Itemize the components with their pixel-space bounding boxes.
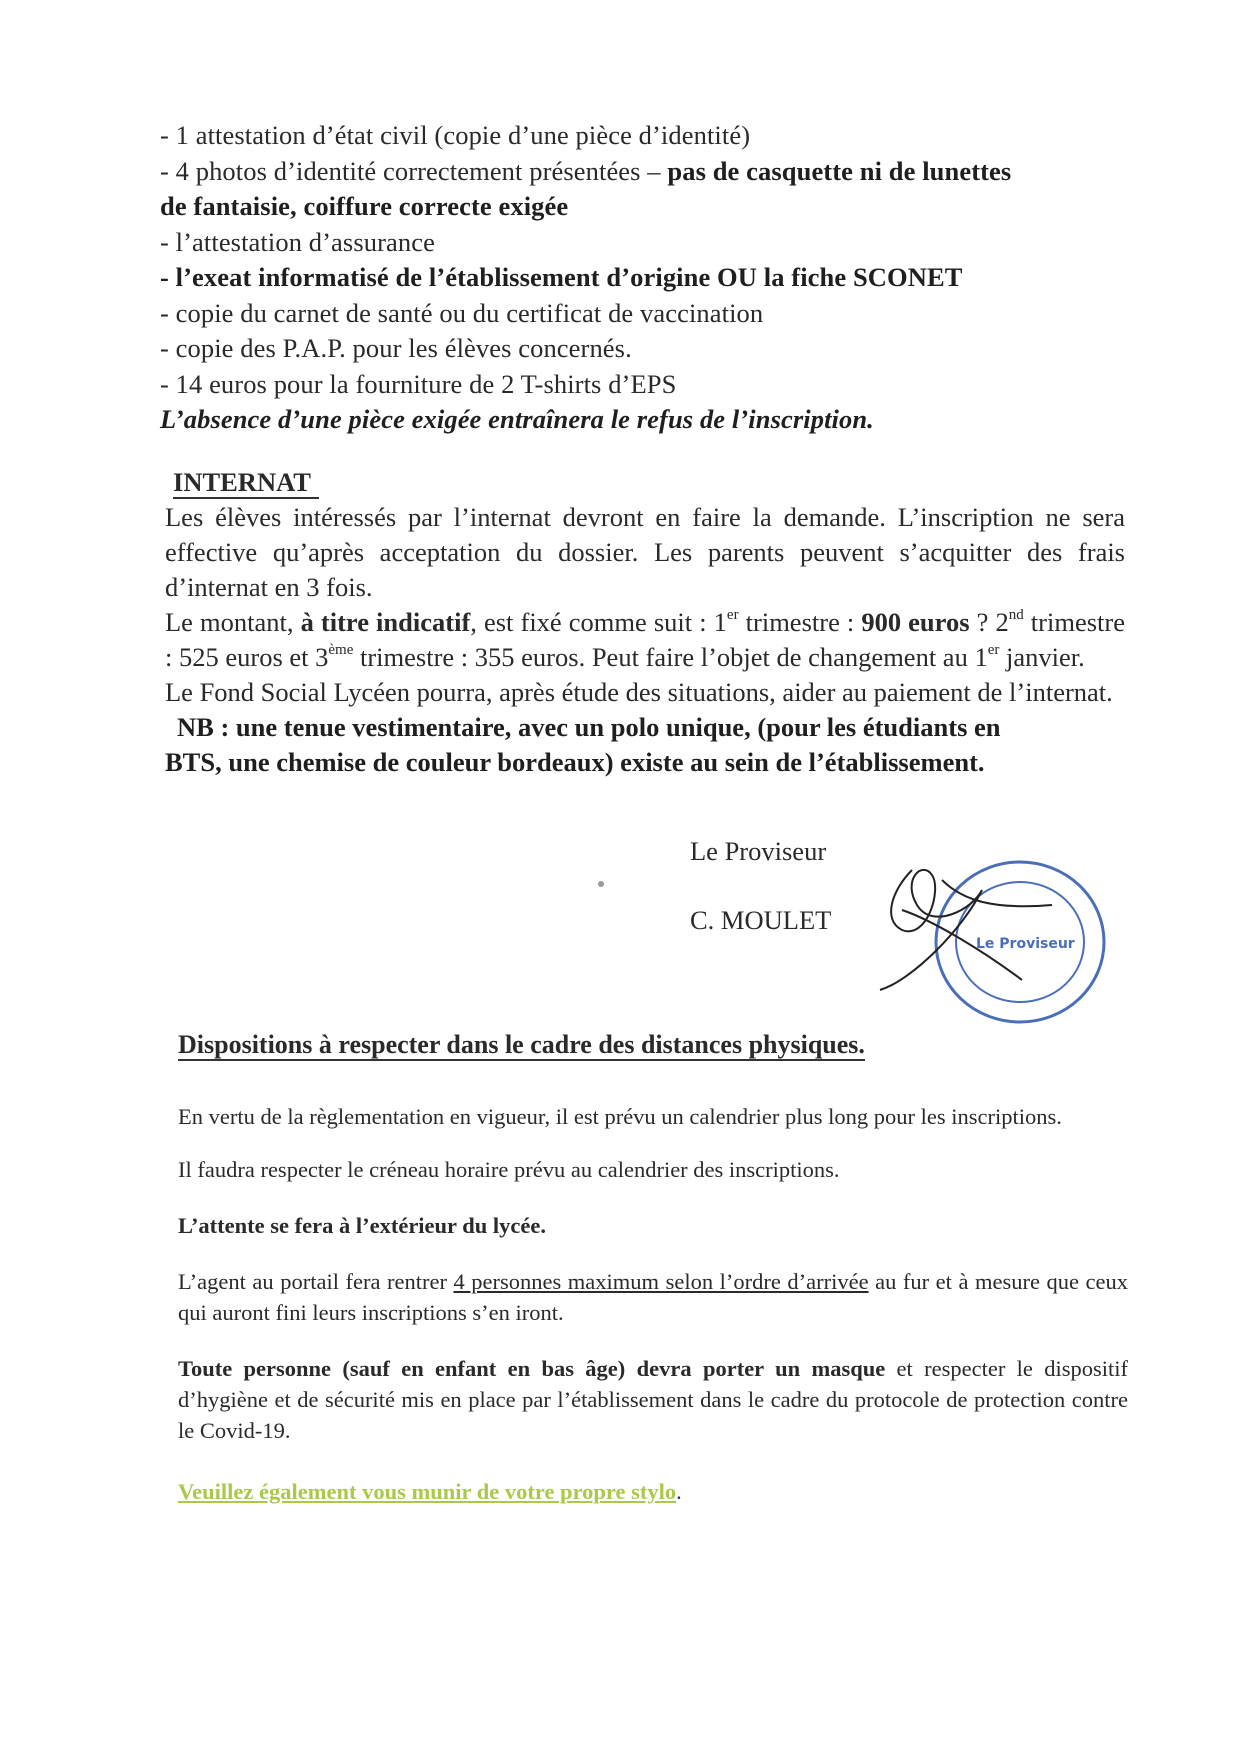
internat-nb-line2: BTS, une chemise de couleur bordeaux) existe au sein de l’établissement.: [165, 747, 985, 777]
internat-paragraph: Les élèves intéressés par l’internat devront en faire la demande. L’inscription ne sera effective qu’après acceptation du dossier. Les parents peuvent s’acquitter des frais d’internat en 3 fois.: [165, 502, 1125, 602]
list-item: - 4 photos d’identité correctement présentées – pas de casquette ni de lunettes: [160, 155, 1012, 186]
internat-section: [165, 465, 1125, 780]
signature-title: Le Proviseur: [690, 836, 827, 866]
internat-heading-wrap: [165, 465, 1125, 500]
dispositions-paragraph: Il faudra respecter le créneau horaire prévu au calendrier des inscriptions.: [178, 1157, 840, 1182]
list-item: - l’exeat informatisé de l’établissement d’origine OU la fiche SCONET: [160, 262, 963, 292]
scan-speck: [598, 881, 604, 887]
list-item-continuation: de fantaisie, coiffure correcte exigée: [160, 191, 569, 221]
signature-name: C. MOULET: [690, 905, 832, 935]
list-item: - 14 euros pour la fourniture de 2 T-shirts d’EPS: [160, 368, 677, 399]
stamp-label: Le Proviseur: [976, 936, 1075, 952]
internat-heading: INTERNAT: [173, 467, 319, 499]
dispositions-title: Dispositions à respecter dans le cadre des distances physiques.: [178, 1030, 865, 1059]
list-item: - l’attestation d’assurance: [160, 226, 435, 257]
dispositions-section: [178, 1030, 1128, 1507]
list-item: - copie des P.A.P. pour les élèves concernés.: [160, 333, 632, 363]
list-item: - 1 attestation d’état civil (copie d’une pièce d’identité): [160, 120, 751, 150]
dispositions-paragraph: En vertu de la règlementation en vigueur, il est prévu un calendrier plus long pour les inscriptions.: [178, 1104, 1062, 1129]
internat-nb-line1: NB : une tenue vestimentaire, avec un polo unique, (pour les étudiants en: [177, 712, 1001, 742]
internat-fees: Le montant, à titre indicatif, est fixé comme suit : 1er trimestre : 900 euros ? 2nd trimestre : 525 euros et 3ème trimestre : 355 euros. Peut faire l’objet de changement au 1er janvier.: [165, 607, 1125, 672]
list-item: - copie du carnet de santé ou du certificat de vaccination: [160, 297, 764, 328]
handwritten-signature: [880, 870, 1052, 990]
requirements-warning: L’absence d’une pièce exigée entraînera le refus de l’inscription.: [160, 404, 874, 434]
dispositions-pen-notice: Veuillez également vous munir de votre propre stylo.: [178, 1479, 682, 1504]
dispositions-paragraph: L’agent au portail fera rentrer 4 personnes maximum selon l’ordre d’arrivée au fur et à mesure que ceux qui auront fini leurs inscriptions s’en iront.: [178, 1269, 1128, 1325]
official-stamp: [872, 850, 1112, 1030]
dispositions-paragraph: L’attente se fera à l’extérieur du lycée.: [178, 1213, 546, 1238]
dispositions-paragraph: Toute personne (sauf en enfant en bas âge) devra porter un masque et respecter le dispositif d’hygiène et de sécurité mis en place par l’établissement dans le cadre du protocole de protection contre le Covid-19.: [178, 1356, 1128, 1443]
internat-fund-paragraph: Le Fond Social Lycéen pourra, après étude des situations, aider au paiement de l’internat.: [165, 677, 1113, 707]
requirements-list: [160, 118, 1120, 438]
